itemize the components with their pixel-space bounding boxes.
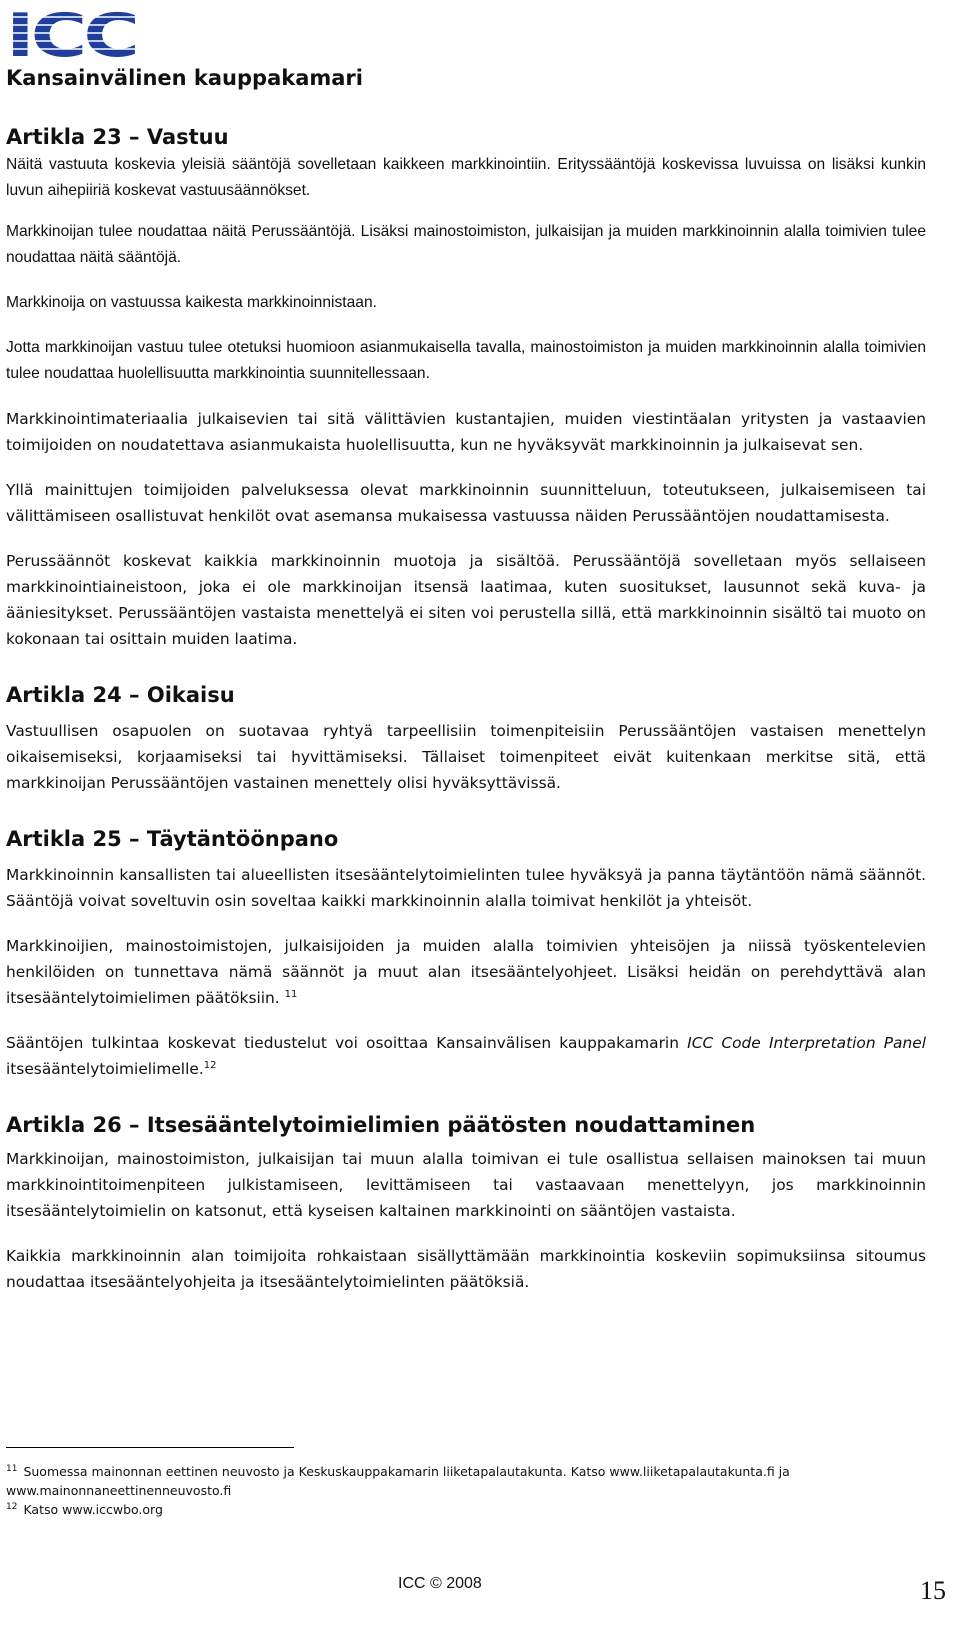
- footer-copyright: ICC © 2008: [398, 1575, 482, 1592]
- article-24-title: Artikla 24 – Oikaisu: [6, 683, 235, 707]
- icc-logo: [6, 4, 138, 62]
- logo-text: ICC: [6, 4, 136, 62]
- article-23-paragraph: Perussäännöt koskevat kaikkia markkinoinnin muotoja ja sisältöä. Perussääntöjä sovelletaan myös sellaiseen markkinointiaineistoon, joka ei ole markkinoijan itsensä laatimaa, kuten suositukset, lausunnot sekä kuva- ja ääniesitykset. Perussääntöjen vastaista menettelyä ei siten voi perustella sillä, että markkinoinnin sisältö tai muoto on kokonaan tai osittain muiden laatima.: [6, 552, 926, 648]
- article-23-paragraph: Näitä vastuuta koskevia yleisiä sääntöjä sovelletaan kaikkeen markkinointiin. Erityssääntöjä koskevissa luvuissa on lisäksi kunkin luvun aihepiiriä koskevat vastuusäännökset.: [6, 156, 926, 199]
- organization-name: Kansainvälinen kauppakamari: [6, 66, 363, 90]
- footnote-12: [6, 1500, 926, 1519]
- footnote-divider: [6, 1447, 294, 1448]
- article-23-title: Artikla 23 – Vastuu: [6, 125, 229, 149]
- article-26-title: Artikla 26 – Itsesääntelytoimielimien päätösten noudattaminen: [6, 1113, 756, 1137]
- article-24-paragraph: Vastuullisen osapuolen on suotavaa ryhtyä tarpeellisiin toimenpiteisiin Perussääntöjen vastaisen menettelyn oikaisemiseksi, korjaamiseksi tai hyvittämiseksi. Tällaiset toimenpiteet eivät kuitenkaan merkitse sitä, että markkinoijan Perussääntöjen vastainen menettely olisi hyväksyttävissä.: [6, 722, 926, 792]
- footnote-ref-12[interactable]: 12: [203, 1059, 217, 1071]
- footnote-11: [6, 1462, 926, 1500]
- footnote-ref-11[interactable]: 11: [284, 988, 298, 1000]
- footnotes: [6, 1462, 926, 1519]
- article-25-paragraph: [6, 1030, 926, 1082]
- paragraph-text: Sääntöjen tulkintaa koskevat tiedustelut voi osoittaa Kansainvälisen kauppakamarin: [6, 1034, 688, 1052]
- article-23-paragraph: Markkinoijan tulee noudattaa näitä Perussääntöjä. Lisäksi mainostoimiston, julkaisijan ja muiden markkinoinnin alalla toimivien tulee noudattaa näitä sääntöjä.: [6, 223, 926, 266]
- article-23-paragraph: Jotta markkinoijan vastuu tulee otetuksi huomioon asianmukaisella tavalla, mainostoimiston ja muiden markkinoinnin alalla toimivien tulee noudattaa huolellisuutta markkinointia suunnitellessaan.: [6, 339, 926, 382]
- article-23-paragraph: Markkinointimateriaalia julkaisevien tai sitä välittävien kustantajien, muiden viestintäalan yritysten ja vastaavien toimijoiden on noudatettava asianmukaista huolellisuutta, kun ne hyväksyvät markkinoinnin ja julkaisevat sen.: [6, 410, 926, 454]
- article-23-paragraph: Markkinoija on vastuussa kaikesta markkinoinnistaan.: [6, 294, 377, 311]
- icc-panel-name: ICC Code Interpretation Panel: [687, 1034, 926, 1052]
- article-26-paragraph: Markkinoijan, mainostoimiston, julkaisijan tai muun alalla toimivan ei tule osallistua sellaisen mainoksen tai muun markkinointitoimenpiteen julkistamiseen, levittämiseen tai vastaavaan menettelyyn, jos markkinoinnin itsesääntelytoimielin on katsonut, että kyseisen kaltainen markkinointi on sääntöjen vastaista.: [6, 1150, 926, 1220]
- paragraph-text: Markkinoijien, mainostoimistojen, julkaisijoiden ja muiden alalla toimivien yhteisöjen ja niissä työskentelevien henkilöiden on tunnettava nämä säännöt ja muut alan itsesääntelyohjeet. Lisäksi heidän on perehdyttävä alan itsesääntelytoimielimen päätöksiin.: [6, 937, 926, 1007]
- footnote-text: Suomessa mainonnan eettinen neuvosto ja Keskuskauppakamarin liiketapalautakunta. Katso www.liiketapalautakunta.fi ja www.mainonnaneettinenneuvosto.fi: [6, 1464, 790, 1498]
- article-25-paragraph: [6, 933, 926, 1011]
- article-23-paragraph: Yllä mainittujen toimijoiden palveluksessa olevat markkinoinnin suunnitteluun, toteutukseen, julkaisemiseen tai välittämiseen osallistuvat henkilöt ovat asemansa mukaisessa vastuussa näiden Perussääntöjen noudattamisesta.: [6, 481, 926, 525]
- footnote-text: Katso www.iccwbo.org: [23, 1502, 163, 1517]
- article-25-title: Artikla 25 – Täytäntöönpano: [6, 827, 339, 851]
- footnote-number: 12: [6, 1501, 18, 1512]
- article-26-paragraph: Kaikkia markkinoinnin alan toimijoita rohkaistaan sisällyttämään markkinointia koskeviin sopimuksiinsa sitoumus noudattaa itsesääntelyohjeita ja itsesääntelytoimielinten päätöksiä.: [6, 1247, 926, 1291]
- footnote-number: 11: [6, 1463, 18, 1474]
- document-body: [6, 124, 926, 1314]
- paragraph-text: itsesääntelytoimielimelle.: [6, 1060, 204, 1078]
- article-25-paragraph: Markkinoinnin kansallisten tai alueellisten itsesääntelytoimielinten tulee hyväksyä ja panna täytäntöön nämä säännöt. Sääntöjä voivat soveltuvin osin soveltaa kaikki markkinoinnin alalla toimivat henkilöt ja yhteisöt.: [6, 866, 926, 910]
- page-number: 15: [920, 1576, 946, 1605]
